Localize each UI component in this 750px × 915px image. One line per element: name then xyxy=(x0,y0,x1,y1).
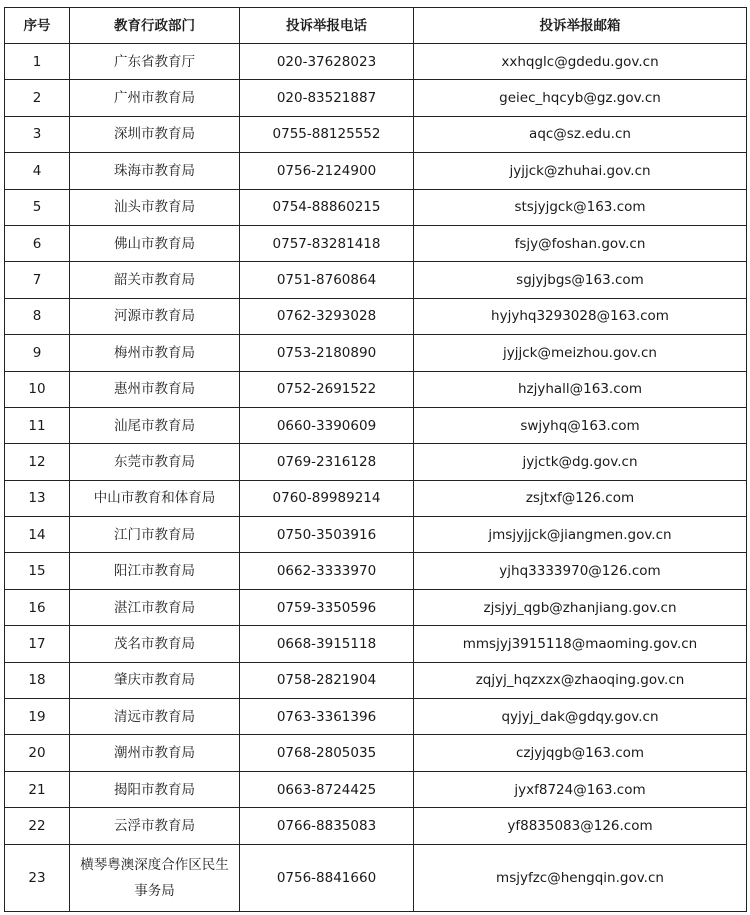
header-no: 序号 xyxy=(5,8,70,44)
table-row xyxy=(5,662,747,698)
cell-no: 5 xyxy=(5,189,70,225)
cell-dept: 清远市教育局 xyxy=(70,699,240,735)
cell-no: 19 xyxy=(5,699,70,735)
cell-no: 17 xyxy=(5,626,70,662)
cell-phone: 0759-3350596 xyxy=(240,589,414,625)
table-row xyxy=(5,44,747,80)
cell-phone: 0756-8841660 xyxy=(240,844,414,911)
cell-email: hzjyhall@163.com xyxy=(414,371,747,407)
cell-no: 1 xyxy=(5,44,70,80)
cell-no: 18 xyxy=(5,662,70,698)
cell-no: 16 xyxy=(5,589,70,625)
cell-phone: 020-83521887 xyxy=(240,80,414,116)
table-row xyxy=(5,735,747,771)
cell-phone: 0769-2316128 xyxy=(240,444,414,480)
cell-no: 10 xyxy=(5,371,70,407)
cell-email: geiec_hqcyb@gz.gov.cn xyxy=(414,80,747,116)
cell-phone: 0763-3361396 xyxy=(240,699,414,735)
cell-no: 23 xyxy=(5,844,70,911)
table-row xyxy=(5,80,747,116)
table-row xyxy=(5,480,747,516)
cell-email: stsjyjgck@163.com xyxy=(414,189,747,225)
cell-no: 7 xyxy=(5,262,70,298)
cell-no: 4 xyxy=(5,153,70,189)
cell-no: 12 xyxy=(5,444,70,480)
table-row xyxy=(5,444,747,480)
cell-phone: 0756-2124900 xyxy=(240,153,414,189)
cell-no: 6 xyxy=(5,225,70,261)
cell-dept: 中山市教育和体育局 xyxy=(70,480,240,516)
table-row xyxy=(5,699,747,735)
cell-dept: 广东省教育厅 xyxy=(70,44,240,80)
header-email: 投诉举报邮箱 xyxy=(414,8,747,44)
cell-phone: 0762-3293028 xyxy=(240,298,414,334)
cell-dept: 韶关市教育局 xyxy=(70,262,240,298)
table-row xyxy=(5,189,747,225)
cell-dept: 惠州市教育局 xyxy=(70,371,240,407)
cell-phone: 0662-3333970 xyxy=(240,553,414,589)
cell-dept: 佛山市教育局 xyxy=(70,225,240,261)
cell-no: 8 xyxy=(5,298,70,334)
table-row xyxy=(5,262,747,298)
table-row xyxy=(5,116,747,152)
table-row xyxy=(5,771,747,807)
cell-dept: 东莞市教育局 xyxy=(70,444,240,480)
table-row xyxy=(5,626,747,662)
cell-dept: 茂名市教育局 xyxy=(70,626,240,662)
cell-phone: 0663-8724425 xyxy=(240,771,414,807)
table-row xyxy=(5,335,747,371)
complaint-contact-sheet xyxy=(4,7,747,912)
cell-no: 13 xyxy=(5,480,70,516)
cell-phone: 0754-88860215 xyxy=(240,189,414,225)
header-phone: 投诉举报电话 xyxy=(240,8,414,44)
cell-email: zjsjyj_qgb@zhanjiang.gov.cn xyxy=(414,589,747,625)
table-row xyxy=(5,153,747,189)
cell-dept: 深圳市教育局 xyxy=(70,116,240,152)
cell-dept: 云浮市教育局 xyxy=(70,808,240,844)
cell-dept: 江门市教育局 xyxy=(70,517,240,553)
cell-phone: 0751-8760864 xyxy=(240,262,414,298)
cell-phone: 0758-2821904 xyxy=(240,662,414,698)
table-row xyxy=(5,371,747,407)
cell-phone: 0750-3503916 xyxy=(240,517,414,553)
table-row xyxy=(5,517,747,553)
cell-phone: 0757-83281418 xyxy=(240,225,414,261)
table-header-row xyxy=(5,8,747,44)
cell-phone: 0768-2805035 xyxy=(240,735,414,771)
cell-no: 11 xyxy=(5,407,70,443)
cell-email: mmsjyj3915118@maoming.gov.cn xyxy=(414,626,747,662)
cell-dept: 揭阳市教育局 xyxy=(70,771,240,807)
header-dept: 教育行政部门 xyxy=(70,8,240,44)
cell-email: yjhq3333970@126.com xyxy=(414,553,747,589)
cell-email: jyxf8724@163.com xyxy=(414,771,747,807)
cell-email: zsjtxf@126.com xyxy=(414,480,747,516)
cell-no: 21 xyxy=(5,771,70,807)
cell-dept: 阳江市教育局 xyxy=(70,553,240,589)
cell-dept: 梅州市教育局 xyxy=(70,335,240,371)
cell-no: 22 xyxy=(5,808,70,844)
cell-email: fsjy@foshan.gov.cn xyxy=(414,225,747,261)
cell-email: jmsjyjjck@jiangmen.gov.cn xyxy=(414,517,747,553)
cell-dept: 汕头市教育局 xyxy=(70,189,240,225)
table-body xyxy=(5,44,747,912)
cell-no: 9 xyxy=(5,335,70,371)
cell-dept: 肇庆市教育局 xyxy=(70,662,240,698)
cell-dept: 珠海市教育局 xyxy=(70,153,240,189)
table-row xyxy=(5,225,747,261)
cell-dept: 横琴粤澳深度合作区民生事务局 xyxy=(70,844,240,911)
table-row xyxy=(5,553,747,589)
cell-email: jyjjck@zhuhai.gov.cn xyxy=(414,153,747,189)
cell-phone: 0760-89989214 xyxy=(240,480,414,516)
table-row xyxy=(5,298,747,334)
cell-email: czjyjqgb@163.com xyxy=(414,735,747,771)
cell-phone: 0753-2180890 xyxy=(240,335,414,371)
table-row xyxy=(5,589,747,625)
cell-dept: 广州市教育局 xyxy=(70,80,240,116)
cell-email: jyjctk@dg.gov.cn xyxy=(414,444,747,480)
cell-no: 3 xyxy=(5,116,70,152)
cell-email: sgjyjbgs@163.com xyxy=(414,262,747,298)
cell-email: yf8835083@126.com xyxy=(414,808,747,844)
cell-phone: 0766-8835083 xyxy=(240,808,414,844)
cell-email: aqc@sz.edu.cn xyxy=(414,116,747,152)
cell-dept: 湛江市教育局 xyxy=(70,589,240,625)
cell-dept: 汕尾市教育局 xyxy=(70,407,240,443)
cell-email: xxhqglc@gdedu.gov.cn xyxy=(414,44,747,80)
cell-phone: 020-37628023 xyxy=(240,44,414,80)
table-row xyxy=(5,808,747,844)
cell-phone: 0668-3915118 xyxy=(240,626,414,662)
cell-phone: 0755-88125552 xyxy=(240,116,414,152)
cell-dept: 河源市教育局 xyxy=(70,298,240,334)
cell-email: msjyfzc@hengqin.gov.cn xyxy=(414,844,747,911)
cell-email: qyjyj_dak@gdqy.gov.cn xyxy=(414,699,747,735)
cell-email: zqjyj_hqzxzx@zhaoqing.gov.cn xyxy=(414,662,747,698)
cell-email: swjyhq@163.com xyxy=(414,407,747,443)
cell-phone: 0660-3390609 xyxy=(240,407,414,443)
table-row xyxy=(5,844,747,911)
cell-no: 2 xyxy=(5,80,70,116)
table-row xyxy=(5,407,747,443)
cell-no: 20 xyxy=(5,735,70,771)
cell-no: 14 xyxy=(5,517,70,553)
cell-dept: 潮州市教育局 xyxy=(70,735,240,771)
cell-email: jyjjck@meizhou.gov.cn xyxy=(414,335,747,371)
cell-email: hyjyhq3293028@163.com xyxy=(414,298,747,334)
cell-no: 15 xyxy=(5,553,70,589)
complaint-contact-table xyxy=(4,7,747,912)
cell-phone: 0752-2691522 xyxy=(240,371,414,407)
